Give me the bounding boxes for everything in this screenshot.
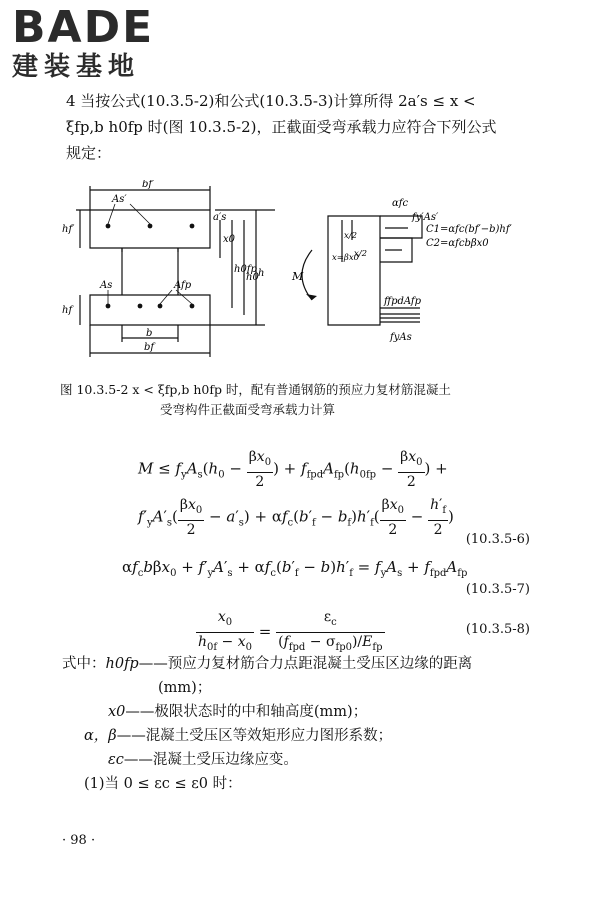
figure-caption-line-2: 受弯构件正截面受弯承载力计算	[160, 402, 336, 417]
label-h0fp: h0fp	[234, 264, 257, 275]
label-moment: M	[292, 270, 304, 283]
label-afp: Afp	[174, 280, 192, 291]
label-c1: C1=αfc(bf′−b)hf′	[426, 224, 512, 235]
label-as-prime: As′	[112, 194, 127, 205]
equation-7-number: (10.3.5-7)	[465, 582, 530, 597]
label-a-s-prime-dim: a′s	[213, 212, 227, 223]
label-ffpd-afp: ffpdAfp	[384, 296, 422, 307]
web	[122, 248, 178, 295]
equation-7: $\alpha f_cb\beta x_0 + f'_yA'_s + \alpha f_c(b'_f - b)h'_f = f_yA_s + f_{fpd}A_{fp}$	[122, 558, 468, 579]
label-bf-prime: bf′	[142, 180, 155, 190]
paragraph-line-3: 规定：	[66, 144, 112, 162]
case-1-heading: (1)当 0 ≤ εc ≤ ε0 时：	[84, 776, 242, 792]
logo-subtitle: 建装基地	[12, 52, 141, 82]
label-x-beta: x=βx0	[332, 253, 360, 263]
definition-alpha-beta: α，β——混凝土受压区等效矩形应力图形系数；	[84, 728, 393, 744]
equation-8: $\frac{x_0}{h_{0f} - x_0}$ = $\frac{\varepsilon_c}{(f_{fpd} - \sigma_{fp0})/E_{fp}}$	[198, 609, 383, 653]
label-b: b	[146, 328, 153, 339]
label-c2: C2=αfcbβx0	[426, 238, 489, 249]
label-h0: h0	[246, 272, 259, 283]
equation-6-number: (10.3.5-6)	[465, 532, 530, 547]
logo-wordmark: BADE	[12, 2, 155, 53]
label-bf: bf	[144, 342, 155, 353]
definition-x0: x0——极限状态时的中和轴高度(mm)；	[108, 704, 368, 720]
label-x0: x0	[223, 234, 236, 245]
label-h: h	[258, 268, 265, 279]
definition-ec: εc——混凝土受压边缘应变。	[108, 752, 298, 768]
label-hf-prime: hf′	[62, 224, 75, 235]
label-fy-as: fyAs	[390, 332, 412, 343]
definition-h0fp: 式中：h0fp——预应力复材筋合力点距混凝土受压区边缘的距离	[62, 656, 473, 672]
page-number: · 98 ·	[62, 833, 96, 848]
label-afc: αfc	[392, 198, 409, 209]
equation-6-line-2: $f'_yA'_s$( $\frac{\beta x_0}{2}$ − $a'_s) + \alpha f_c(b'_f - b_f)h'_f$( $\frac{\beta x_0}{2}$ − $\frac{h'_f}{2}$ )	[138, 497, 454, 538]
definition-h0fp-unit: (mm)；	[158, 680, 212, 696]
equation-6-line-1: $M \le f_yA_s(h_0$ − $\frac{\beta x_0}{2}$ ) + $f_{fpd}A_{fp}(h_{0fp}$ − $\frac{\beta x_0}{2}$ ) +	[138, 449, 448, 490]
moment-arc	[302, 250, 312, 300]
figure-caption-line-1: 图 10.3.5-2 x < ξfp,b h0fp 时，配有普通钢筋的预应力复材筋混凝土	[60, 382, 451, 397]
label-hf: hf	[62, 305, 73, 316]
top-flange	[90, 210, 210, 248]
label-x-half-f: x/2	[354, 249, 368, 259]
paragraph-line-1: 4 当按公式(10.3.5-2)和公式(10.3.5-3)计算所得 2a′s ≤ x <	[66, 92, 476, 110]
label-x-half: x/2	[344, 231, 358, 241]
cross-section-figure	[60, 180, 530, 370]
label-fy-as-prime: fy′As′	[412, 212, 439, 223]
equation-8-number: (10.3.5-8)	[465, 622, 530, 637]
label-as: As	[100, 280, 113, 291]
paragraph-line-2: ξfp,b h0fp 时(图 10.3.5-2)，正截面受弯承载力应符合下列公式	[66, 118, 497, 136]
figure-caption	[60, 380, 540, 420]
brand-logo	[12, 2, 155, 82]
definitions	[62, 652, 472, 796]
